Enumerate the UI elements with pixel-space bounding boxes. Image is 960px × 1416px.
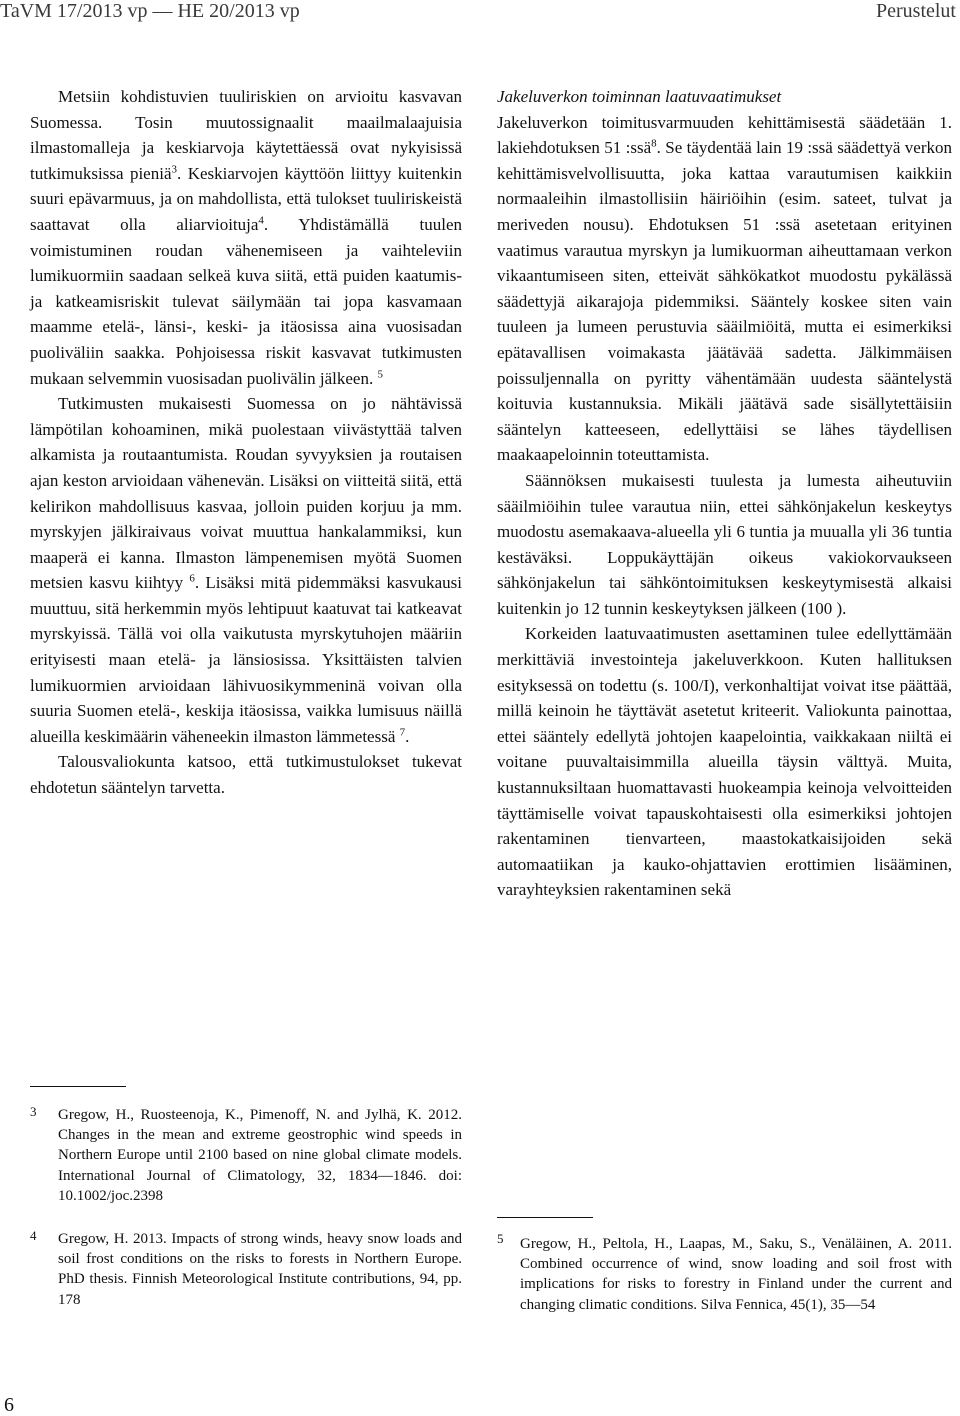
- header-document-id: TaVM 17/2013 vp — HE 20/2013 vp: [0, 0, 300, 22]
- right-column: [497, 84, 952, 903]
- left-paragraph-1: [30, 84, 462, 391]
- right-paragraph-2: Säännöksen mukaisesti tuulesta ja lumesta aiheutuviin sääilmiöihin tulee varautua niin, ettei sähkönjakelun keskeytys muodostu asemakaava-alueella yli 6 tuntia ja muualla yli 36 tuntia kestäväksi. Loppukäyttäjän oikeus vakiokorvaukseen sähkönjakelun tai sähköntoimituksen keskeytymisestä alkaisi kuitenkin jo 12 tunnin keskeytyksen jälkeen (100 ).: [497, 470, 952, 618]
- left-p2b-text: . Lisäksi mitä pidemmäksi kasvukausi muuttuu, sitä herkemmin myös lehtipuut kaatuvat tai katkeavat myrskyissä. Tällä voi olla vaikutusta myrskytuhojen määriin erityisesti maan etelä- ja länsiosissa. Yksittäisten talvien lumikuormien arvioidaan lähivuosikymmeninä voivan olla suuria Suomen etelä-, keskija itäosissa, vaikka lumisuus näillä alueilla keskimäärin väheneekin ilmaston lämmetessä: [30, 573, 463, 746]
- right-paragraph-1: [497, 110, 952, 468]
- footnote-4-number: 4: [30, 1228, 37, 1243]
- left-paragraph-3: Talousvaliokunta katsoo, että tutkimustulokset tukevat ehdotetun sääntelyn tarvetta.: [30, 752, 462, 798]
- footnote-ref-8[interactable]: 8: [651, 137, 657, 150]
- footnote-4: Gregow, H. 2013. Impacts of strong winds, heavy snow loads and soil frost conditions on the risks to forests in Northern Europe. PhD thesis. Finnish Meteorological Institute contributions, 94, pp. 178: [58, 1231, 462, 1308]
- left-p2c-text: .: [405, 726, 410, 746]
- footnote-ref-3[interactable]: 3: [171, 163, 177, 176]
- footnote-5-number: 5: [497, 1231, 504, 1246]
- header-section-title: Perustelut: [876, 0, 956, 22]
- footnote-divider-left: [30, 1086, 126, 1087]
- footnote-5: Gregow, H., Peltola, H., Laapas, M., Saku, S., Venäläinen, A. 2011. Combined occurrence of wind, snow loading and soil frost with implications for risks to forestry in Finland under the current and changing climatic conditions. Silva Fennica, 45(1), 35—54: [520, 1236, 952, 1313]
- left-p1-text: Metsiin kohdistuvien tuuliriskien on arvioitu kasvavan Suomessa. Tosin muutossignaalit maailmalaajuisia ilmastomalleja ja keskiarvoja käytettäessä ovat nykyisissä tutkimuksissa pieniä: [30, 87, 462, 183]
- footnote-ref-6[interactable]: 6: [189, 572, 195, 585]
- footnote-divider-right: [497, 1217, 593, 1218]
- footnote-ref-7[interactable]: 7: [399, 726, 406, 739]
- right-paragraph-3: Korkeiden laatuvaatimusten asettaminen tulee edellyttämään merkittäviä investointeja jakeluverkkoon. Kuten hallituksen esityksessä on todettu (s. 100/I), verkonhaltijat voivat itse päättää, millä keinoin he täyttävät asetetut kriteerit. Valiokunta painottaa, ettei sääntely edellytä johtojen kaapelointia, vaikkakaan niiltä ei voitane puuvaltaisimmilla alueilla täysin välttyä. Muita, kustannuksiltaan huomattavasti huokeampia keinoja velvoitteiden täyttämiselle voivat tapauskohtaisesti olla esimerkiksi johtojen rakentaminen tienvarteen, maastokatkaisijoiden sekä automaatiikan ja kauko-ohjattavien erottimien lisääminen, varayhteyksien rakentaminen sekä: [497, 624, 952, 900]
- page-number: 6: [4, 1394, 14, 1416]
- right-p1b-text: . Se täydentää lain 19 :ssä säädettyä verkon kehittämisvelvollisuutta, joka kattaa varautumisen kaikkiin normaaleihin ilmastollisiin häiriöihin (esim. sateet, tulvat ja meriveden nousu). Ehdotuksen 51 :ssä asetetaan erityinen vaatimus varautua myrskyn ja lumikuorman aiheuttamaan verkon vikaantumiseen siten, etteivät sähkökatkot muodostu pykälässä säädettyjä aikarajoja pidemmiksi. Sääntely koskee siten vain tuuleen ja lumeen perustuvia sääilmiöitä, mutta ei esimerkiksi epätavallisen voimakasta jäätävää sadetta. Jälkimmäisen poissuljennalla on pyritty vähentämään uudesta sääntelystä koituvia kustannuksia. Mikäli jäätävä sade sisällytettäisiin sääntelyn katteeseen, edellyttäisi se lähes täydellisen maakaapeloinnin toteuttamista.: [497, 138, 953, 465]
- left-p1c-text: . Yhdistämällä tuulen voimistuminen roudan vähenemiseen ja vaihteleviin lumikuormiin saadaan selkeä kuva siitä, että puiden kaatumis- ja katkeamisriskit tulevat säilymään tai jopa kasvamaan maamme etelä-, länsi-, keski- ja itäosissa aina vuosisadan puoliväliin saakka. Pohjoisessa riskit kasvavat tutkimusten mukaan selvemmin vuosisadan puolivälin jälkeen.: [30, 214, 462, 388]
- footnote-3: Gregow, H., Ruosteenoja, K., Pimenoff, N. and Jylhä, K. 2012. Changes in the mean and extreme geostrophic wind speeds in Northern Europe until 2100 based on nine global climate models. International Journal of Climatology, 32, 1834—1846. doi: 10.1002/joc.2398: [58, 1107, 462, 1204]
- left-column: [30, 84, 462, 801]
- left-p2-text: Tutkimusten mukaisesti Suomessa on jo nähtävissä lämpötilan kohoaminen, mikä puolestaan viivästyttää talven alkamista ja routaantumista. Roudan syvyyksien ja routaisen ajan keston arvioidaan vähenevän. Lisäksi on viitteitä siitä, että kelirikon mahdollisuus kasvaa, jolloin puiden korjuu ja mm. myrskyjen jälkiraivaus voivat muuttua hankalammiksi, kun maaperä ei kanna. Ilmaston lämpenemisen myötä Suomen metsien kasvu kiihtyy: [30, 394, 462, 593]
- left-paragraph-2: [30, 391, 462, 749]
- footnote-ref-4[interactable]: 4: [258, 214, 264, 227]
- footnote-3-number: 3: [30, 1104, 37, 1119]
- right-p1-text: Jakeluverkon toimitusvarmuuden kehittämisestä säädetään 1. lakiehdotuksen 51 :ssä: [497, 112, 952, 158]
- section-heading: Jakeluverkon toiminnan laatuvaatimukset: [497, 87, 782, 106]
- footnote-ref-5[interactable]: 5: [377, 367, 383, 380]
- page-header: [0, 0, 960, 22]
- left-p1b-text: . Keskiarvojen käyttöön liittyy kuitenkin suuri epävarmuus, ja on mahdollista, että tulokset tuuliriskeistä saattavat olla aliarvioituja: [30, 163, 462, 234]
